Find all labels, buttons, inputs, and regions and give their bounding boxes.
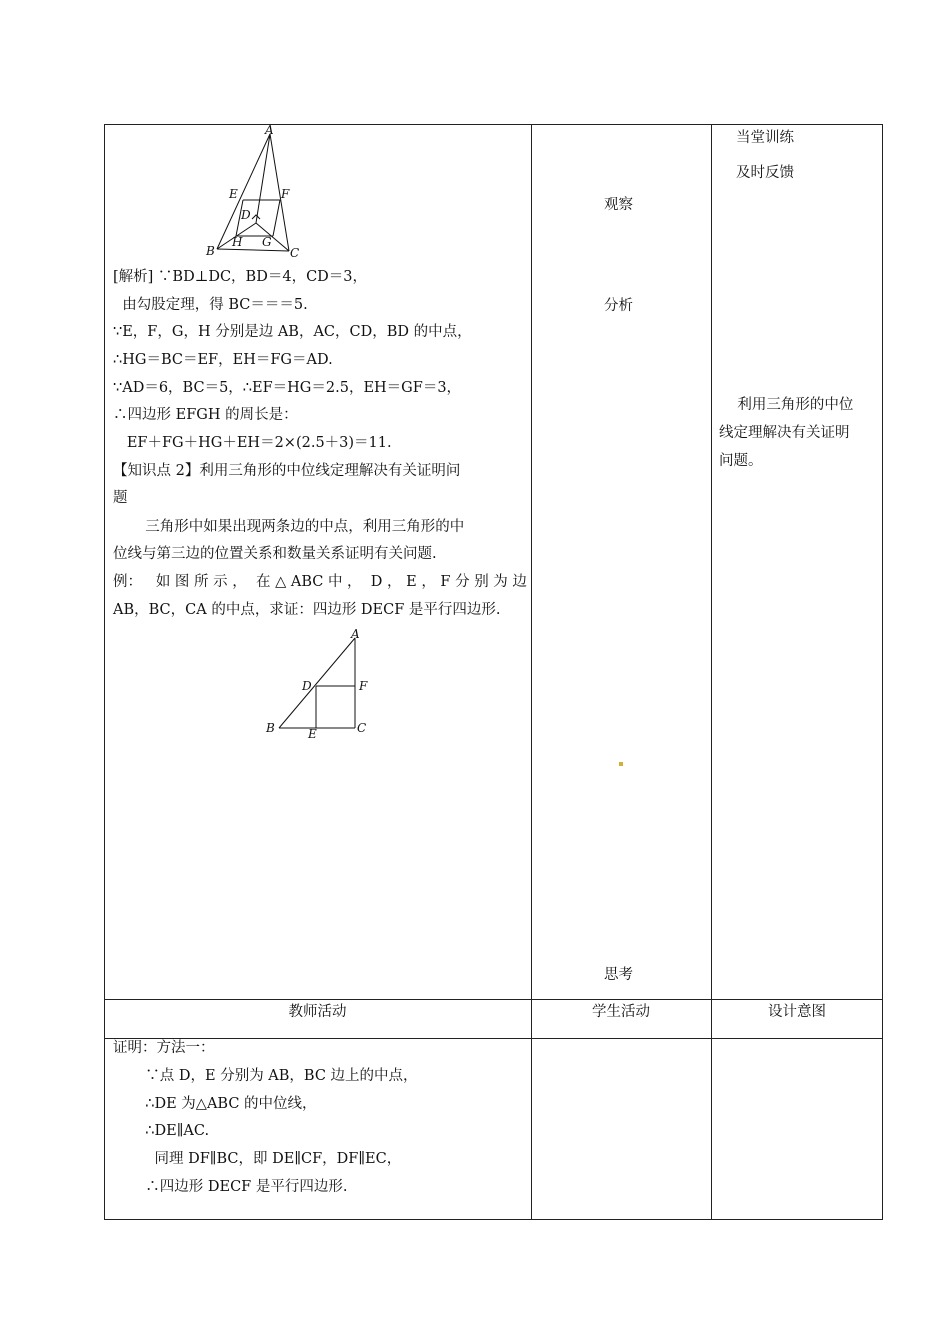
fig2-label-e: E <box>308 727 317 740</box>
example-line-2: AB，BC，CA 的中点，求证：四边形 DECF 是平行四边形. <box>113 602 501 618</box>
proof-line-6: ∴四边形 DECF 是平行四边形. <box>113 1179 348 1195</box>
figure-triangle-efgh <box>200 124 310 262</box>
knowledge-point-body-2: 位线与第三边的位置关系和数量关系证明有关问题. <box>113 546 437 562</box>
solution-line-1: [解析] ∵BD⊥DC，BD＝4，CD＝3， <box>113 269 368 285</box>
figure-triangle-decf <box>262 624 380 740</box>
marker-dot <box>619 762 623 766</box>
fig1-label-e: E <box>229 187 238 201</box>
proof-line-3: ∴DE 为△ABC 的中位线， <box>113 1096 317 1112</box>
column-divider-2 <box>711 124 712 1220</box>
design-intent-3: 问题。 <box>719 453 763 469</box>
header-design-intent: 设计意图 <box>768 1004 826 1020</box>
proof-line-4: ∴DE∥AC. <box>113 1123 210 1139</box>
solution-line-6: ∴四边形 EFGH 的周长是： <box>113 407 298 423</box>
solution-line-2: 由勾股定理，得 BC＝＝＝5. <box>113 297 308 313</box>
fig1-label-d: D <box>241 208 251 222</box>
design-feedback: 及时反馈 <box>736 165 794 181</box>
solution-line-3: ∵E，F，G，H 分别是边 AB，AC，CD，BD 的中点， <box>113 324 472 340</box>
knowledge-point-title-2: 题 <box>113 490 128 506</box>
design-training: 当堂训练 <box>736 130 794 146</box>
knowledge-point-title-1: 【知识点 2】利用三角形的中位线定理解决有关证明问 <box>113 463 461 479</box>
solution-line-4: ∴HG＝BC＝EF，EH＝FG＝AD. <box>113 352 333 368</box>
fig1-label-h: H <box>232 235 243 249</box>
header-teacher-activity: 教师活动 <box>288 1004 347 1020</box>
fig1-label-f: F <box>281 187 290 201</box>
fig2-label-d: D <box>302 679 312 693</box>
fig2-label-c: C <box>357 721 367 735</box>
solution-line-7: EF＋FG＋HG＋EH＝2×(2.5＋3)＝11. <box>113 435 392 451</box>
student-observe: 观察 <box>604 197 633 213</box>
fig2-label-a: A <box>351 627 360 641</box>
solution-line-5: ∵AD＝6，BC＝5，∴EF＝HG＝2.5，EH＝GF＝3， <box>113 380 462 396</box>
fig1-label-c: C <box>290 246 300 260</box>
proof-line-5: 同理 DF∥BC，即 DE∥CF，DF∥EC， <box>113 1151 402 1167</box>
fig1-label-g: G <box>262 235 272 249</box>
column-divider-1 <box>531 124 532 1220</box>
fig2-label-b: B <box>266 721 275 735</box>
header-bottom-rule <box>104 1038 883 1039</box>
fig1-label-b: B <box>206 244 215 258</box>
design-intent-1: 利用三角形的中位 <box>719 397 854 413</box>
design-intent-2: 线定理解决有关证明 <box>719 425 850 441</box>
student-analyze: 分析 <box>604 298 633 314</box>
fig1-label-a: A <box>265 124 274 137</box>
header-student-activity: 学生活动 <box>592 1004 650 1020</box>
proof-line-1: 证明：方法一： <box>113 1040 215 1056</box>
proof-line-2: ∵点 D，E 分别为 AB，BC 边上的中点， <box>113 1068 418 1084</box>
knowledge-point-body-1: 三角形中如果出现两条边的中点，利用三角形的中 <box>113 519 465 535</box>
student-think: 思考 <box>604 967 633 983</box>
example-line-1: 例： 如 图 所 示 ， 在 △ ABC 中 ， D ， E ， F 分 别 为 边 <box>113 574 527 590</box>
fig2-label-f: F <box>359 679 368 693</box>
